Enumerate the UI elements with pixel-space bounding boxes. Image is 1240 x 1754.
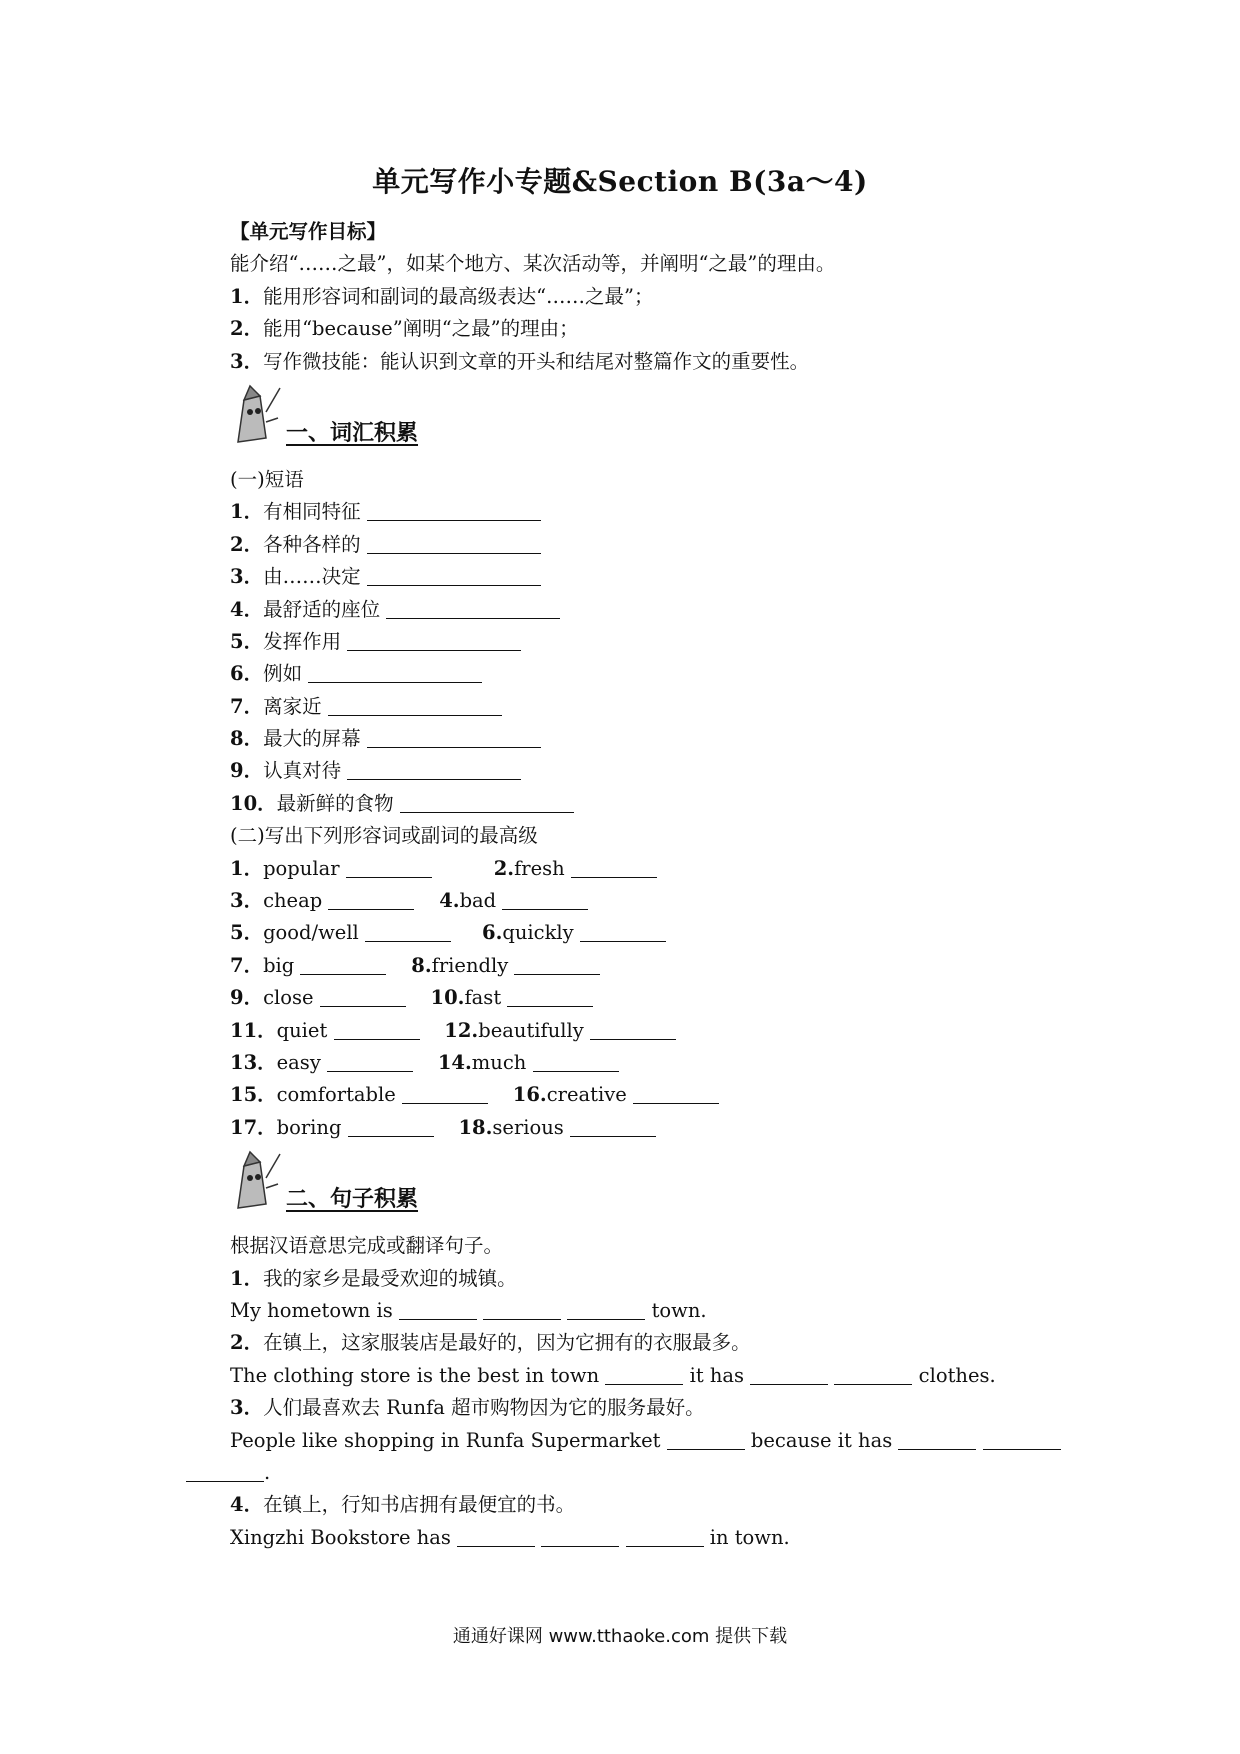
goal-number: 1． xyxy=(230,284,264,308)
item-number: 5． xyxy=(230,921,264,945)
answer-blank[interactable] xyxy=(834,1362,912,1385)
phrase-text: 认真对待 xyxy=(263,759,342,783)
goals-intro: 能介绍“……之最”，如某个地方、某次活动等，并阐明“之最”的理由。 xyxy=(230,252,836,276)
word: quiet xyxy=(276,1018,328,1042)
english-sentence-part: People like shopping in Runfa Supermarket xyxy=(230,1428,661,1452)
superlative-row xyxy=(230,1015,1090,1047)
superlative-row xyxy=(230,917,1090,949)
item-number: 12. xyxy=(444,1018,479,1042)
word: creative xyxy=(546,1083,627,1107)
item-number: 8. xyxy=(411,953,432,977)
item-number: 14. xyxy=(437,1050,472,1074)
answer-blank[interactable] xyxy=(300,952,386,975)
answer-blank[interactable] xyxy=(334,1017,420,1040)
section-vocabulary-title: 一、词汇积累 xyxy=(286,420,419,446)
item-number: 2． xyxy=(230,1331,264,1355)
item-number: 6. xyxy=(482,921,503,945)
answer-blank[interactable] xyxy=(367,498,541,521)
answer-blank[interactable] xyxy=(320,984,406,1007)
answer-blank[interactable] xyxy=(328,887,414,910)
item-number: 17． xyxy=(230,1115,277,1139)
chinese-sentence: 人们最喜欢去 Runfa 超市购物因为它的服务最好。 xyxy=(263,1396,705,1420)
question-english xyxy=(230,1295,1090,1327)
goal-text: 写作微技能：能认识到文章的开头和结尾对整篇作文的重要性。 xyxy=(263,349,810,373)
item-number: 2. xyxy=(493,856,515,880)
answer-blank[interactable] xyxy=(750,1362,828,1385)
answer-blank[interactable] xyxy=(402,1081,488,1104)
goal-text: 能用“because”阐明“之最”的理由； xyxy=(263,317,579,341)
sentences-instruction: 根据汉语意思完成或翻译句子。 xyxy=(230,1234,504,1258)
answer-blank[interactable] xyxy=(580,919,666,942)
superlative-row xyxy=(230,950,1090,982)
item-number: 3． xyxy=(230,889,264,913)
english-sentence-part: My hometown is xyxy=(230,1298,393,1322)
item-number: 1． xyxy=(230,1266,264,1290)
phrase-text: 最舒适的座位 xyxy=(263,597,381,621)
superlative-row xyxy=(230,853,1090,885)
section-sentences-title: 二、句子积累 xyxy=(286,1187,419,1213)
answer-blank[interactable] xyxy=(502,887,588,910)
page-footer: 通通好课网 www.tthaoke.com 提供下载 xyxy=(452,1626,788,1647)
pencil-mascot-icon xyxy=(230,382,282,446)
goals-heading: 【单元写作目标】 xyxy=(230,220,387,243)
english-sentence-part: in town. xyxy=(709,1525,790,1549)
item-number: 2． xyxy=(230,532,264,556)
section-sentences-header xyxy=(230,1144,1090,1230)
item-number: 9． xyxy=(230,759,264,783)
word: good/well xyxy=(263,921,359,945)
answer-blank[interactable] xyxy=(327,1049,413,1072)
question-english xyxy=(230,1522,1090,1554)
chinese-sentence: 在镇上，行知书店拥有最便宜的书。 xyxy=(263,1493,576,1517)
item-number: 4． xyxy=(230,597,264,621)
word: cheap xyxy=(263,889,323,913)
goal-item xyxy=(230,281,1090,313)
word: bad xyxy=(459,889,497,913)
item-number: 1． xyxy=(230,500,264,524)
phrase-item xyxy=(230,496,1090,528)
item-number: 8． xyxy=(230,727,264,751)
answer-blank[interactable] xyxy=(541,1524,619,1547)
item-number: 4. xyxy=(439,889,460,913)
word: close xyxy=(263,986,314,1010)
answer-blank[interactable] xyxy=(626,1524,704,1547)
word: big xyxy=(263,953,295,977)
phrases-heading: (一)短语 xyxy=(230,467,304,491)
question-english xyxy=(230,1360,1090,1392)
goal-number: 2． xyxy=(230,317,264,341)
word: quickly xyxy=(502,921,574,945)
phrase-item xyxy=(230,658,1090,690)
answer-blank[interactable] xyxy=(605,1362,683,1385)
question-chinese xyxy=(230,1263,1090,1295)
phrase-item xyxy=(230,755,1090,787)
english-sentence-part: it has xyxy=(689,1363,745,1387)
answer-blank[interactable] xyxy=(346,855,432,878)
answer-blank[interactable] xyxy=(365,919,451,942)
phrase-item xyxy=(230,691,1090,723)
answer-blank[interactable] xyxy=(507,984,593,1007)
word: serious xyxy=(492,1115,564,1139)
item-number: 11． xyxy=(230,1018,277,1042)
answer-blank[interactable] xyxy=(308,660,482,683)
answer-blank[interactable] xyxy=(186,1459,264,1482)
goal-text: 能用形容词和副词的最高级表达“……之最”； xyxy=(263,284,654,308)
goal-item xyxy=(230,313,1090,345)
item-number: 1． xyxy=(230,856,264,880)
answer-blank[interactable] xyxy=(533,1049,619,1072)
answer-blank[interactable] xyxy=(386,596,560,619)
answer-blank[interactable] xyxy=(347,757,521,780)
answer-blank[interactable] xyxy=(898,1427,976,1450)
goal-item xyxy=(230,346,1090,378)
english-sentence-part: The clothing store is the best in town xyxy=(230,1363,600,1387)
word: comfortable xyxy=(276,1083,396,1107)
answer-blank[interactable] xyxy=(367,563,541,586)
item-number: 7． xyxy=(230,953,264,977)
english-sentence-part: town. xyxy=(651,1298,707,1322)
phrase-item xyxy=(230,788,1090,820)
answer-blank[interactable] xyxy=(367,531,541,554)
item-number: 7． xyxy=(230,694,264,718)
phrase-text: 离家近 xyxy=(263,694,322,718)
answer-blank[interactable] xyxy=(399,1297,477,1320)
phrase-item xyxy=(230,561,1090,593)
chinese-sentence: 我的家乡是最受欢迎的城镇。 xyxy=(263,1266,517,1290)
answer-blank[interactable] xyxy=(367,725,541,748)
question-english-continued xyxy=(186,1457,1090,1489)
phrase-text: 最新鲜的食物 xyxy=(276,791,394,815)
item-number: 9． xyxy=(230,986,264,1010)
superlative-row xyxy=(230,1079,1090,1111)
superlative-row xyxy=(230,885,1090,917)
superlatives-heading: (二)写出下列形容词或副词的最高级 xyxy=(230,824,538,848)
item-number: 3． xyxy=(230,565,264,589)
answer-blank[interactable] xyxy=(514,952,600,975)
answer-blank[interactable] xyxy=(457,1524,535,1547)
question-chinese xyxy=(230,1327,1090,1359)
phrase-text: 由……决定 xyxy=(263,565,361,589)
word: much xyxy=(471,1050,527,1074)
item-number: 10. xyxy=(430,986,465,1010)
phrase-item xyxy=(230,626,1090,658)
superlative-row xyxy=(230,1112,1090,1144)
word: fast xyxy=(464,986,502,1010)
word: easy xyxy=(276,1050,321,1074)
item-number: 13． xyxy=(230,1050,277,1074)
answer-blank[interactable] xyxy=(571,855,657,878)
goal-number: 3． xyxy=(230,349,264,373)
item-number: 18. xyxy=(458,1115,493,1139)
answer-blank[interactable] xyxy=(567,1297,645,1320)
phrase-item xyxy=(230,529,1090,561)
phrase-text: 例如 xyxy=(263,662,303,686)
item-number: 15． xyxy=(230,1083,277,1107)
question-chinese xyxy=(230,1489,1090,1521)
phrase-text: 各种各样的 xyxy=(263,532,361,556)
answer-blank[interactable] xyxy=(570,1114,656,1137)
phrase-item xyxy=(230,594,1090,626)
english-sentence-part: clothes. xyxy=(918,1363,996,1387)
english-sentence-part: because it has xyxy=(750,1428,893,1452)
answer-blank[interactable] xyxy=(400,790,574,813)
item-number: 16. xyxy=(512,1083,547,1107)
item-number: 4． xyxy=(230,1493,264,1517)
answer-blank[interactable] xyxy=(328,693,502,716)
pencil-mascot-icon xyxy=(230,1148,282,1212)
phrase-text: 发挥作用 xyxy=(263,629,342,653)
answer-blank[interactable] xyxy=(348,1114,434,1137)
page-title: 单元写作小专题&Section B(3a～4) xyxy=(372,165,868,198)
question-english xyxy=(230,1425,1090,1457)
item-number: 3． xyxy=(230,1396,264,1420)
word: popular xyxy=(263,856,340,880)
question-chinese xyxy=(230,1392,1090,1424)
english-sentence-part: . xyxy=(264,1460,271,1484)
superlative-row xyxy=(230,982,1090,1014)
word: fresh xyxy=(514,856,565,880)
answer-blank[interactable] xyxy=(633,1081,719,1104)
section-vocabulary-header xyxy=(230,378,1090,464)
superlative-row xyxy=(230,1047,1090,1079)
answer-blank[interactable] xyxy=(347,628,521,651)
answer-blank[interactable] xyxy=(483,1297,561,1320)
chinese-sentence: 在镇上，这家服装店是最好的，因为它拥有的衣服最多。 xyxy=(263,1331,751,1355)
phrase-text: 有相同特征 xyxy=(263,500,361,524)
word: beautifully xyxy=(478,1018,584,1042)
answer-blank[interactable] xyxy=(983,1427,1061,1450)
worksheet-content xyxy=(230,216,1090,1554)
item-number: 5． xyxy=(230,629,264,653)
item-number: 10． xyxy=(230,791,277,815)
phrase-item xyxy=(230,723,1090,755)
answer-blank[interactable] xyxy=(590,1017,676,1040)
item-number: 6． xyxy=(230,662,264,686)
word: boring xyxy=(276,1115,342,1139)
phrase-text: 最大的屏幕 xyxy=(263,727,361,751)
word: friendly xyxy=(431,953,509,977)
english-sentence-part: Xingzhi Bookstore has xyxy=(230,1525,451,1549)
answer-blank[interactable] xyxy=(667,1427,745,1450)
